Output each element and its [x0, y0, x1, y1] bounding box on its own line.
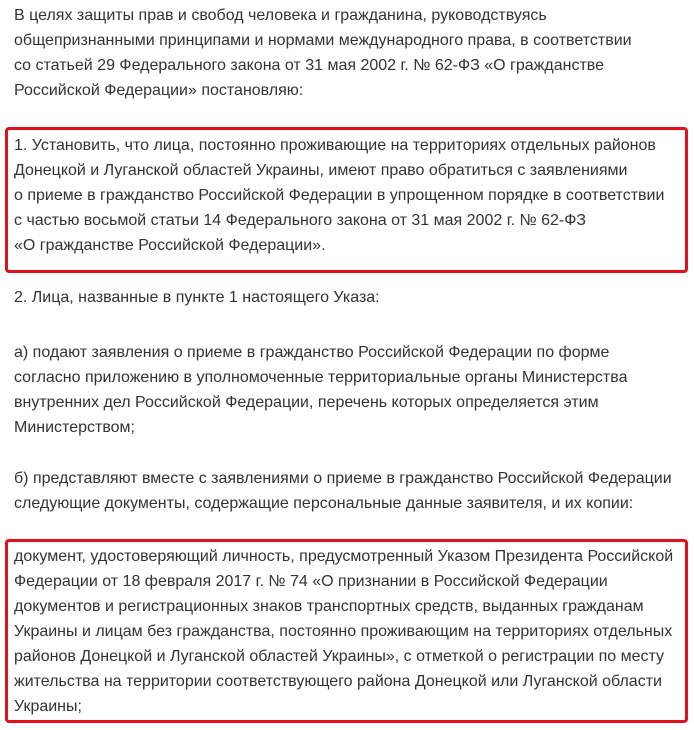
text-line: Донецкой и Луганской областей Украины, имеют право обратиться с заявлениями: [14, 162, 628, 179]
text-line: согласно приложению в уполномоченные территориальные органы Министерства: [14, 369, 628, 386]
item1-paragraph: [14, 133, 684, 258]
item2-paragraph: [14, 285, 684, 310]
text-line: жительства на территории соответствующего района Донецкой или Луганской области: [14, 673, 662, 690]
text-line: о приеме в гражданство Российской Федерации в упрощенном порядке в соответствии: [14, 187, 665, 204]
text-line: общепризнанными принципами и нормами международного права, в соответствии: [14, 32, 632, 49]
text-line: б) представляют вместе с заявлениями о приеме в гражданство Российской Федерации: [14, 470, 672, 487]
preamble-paragraph: [14, 3, 684, 103]
item2b-paragraph: [14, 466, 684, 516]
item2a-paragraph: [14, 340, 684, 440]
text-line: 1. Установить, что лица, постоянно проживающие на территориях отдельных районов: [14, 137, 656, 154]
text-line: а) подают заявления о приеме в гражданство Российской Федерации по форме: [14, 344, 610, 361]
text-line: внутренних дел Российской Федерации, перечень которых определяется этим: [14, 394, 599, 411]
text-line: Министерством;: [14, 419, 135, 436]
text-line: с частью восьмой статьи 14 Федерального закона от 31 мая 2002 г. № 62-ФЗ: [14, 212, 587, 229]
text-line: Украины;: [14, 698, 82, 715]
text-line: В целях защиты прав и свобод человека и гражданина, руководствуясь: [14, 7, 547, 24]
text-line: «О гражданстве Российской Федерации».: [14, 237, 326, 254]
text-line: Украины и лицам без гражданства, постоянно проживающим на территориях отдельных: [14, 623, 673, 640]
text-line: со статьей 29 Федерального закона от 31 мая 2002 г. № 62-ФЗ «О гражданстве: [14, 57, 605, 74]
text-line: районов Донецкой и Луганской областей Украины», с отметкой о регистрации по месту: [14, 648, 665, 665]
doc-item-paragraph: [14, 544, 684, 719]
text-line: следующие документы, содержащие персональные данные заявителя, и их копии:: [14, 495, 634, 512]
text-line: 2. Лица, названные в пункте 1 настоящего Указа:: [14, 289, 380, 306]
text-line: Российской Федерации» постановляю:: [14, 82, 304, 99]
text-line: документов и регистрационных знаков транспортных средств, выданных гражданам: [14, 598, 644, 615]
text-line: документ, удостоверяющий личность, предусмотренный Указом Президента Российской: [14, 548, 674, 565]
text-line: Федерации от 18 февраля 2017 г. № 74 «О признании в Российской Федерации: [14, 573, 608, 590]
